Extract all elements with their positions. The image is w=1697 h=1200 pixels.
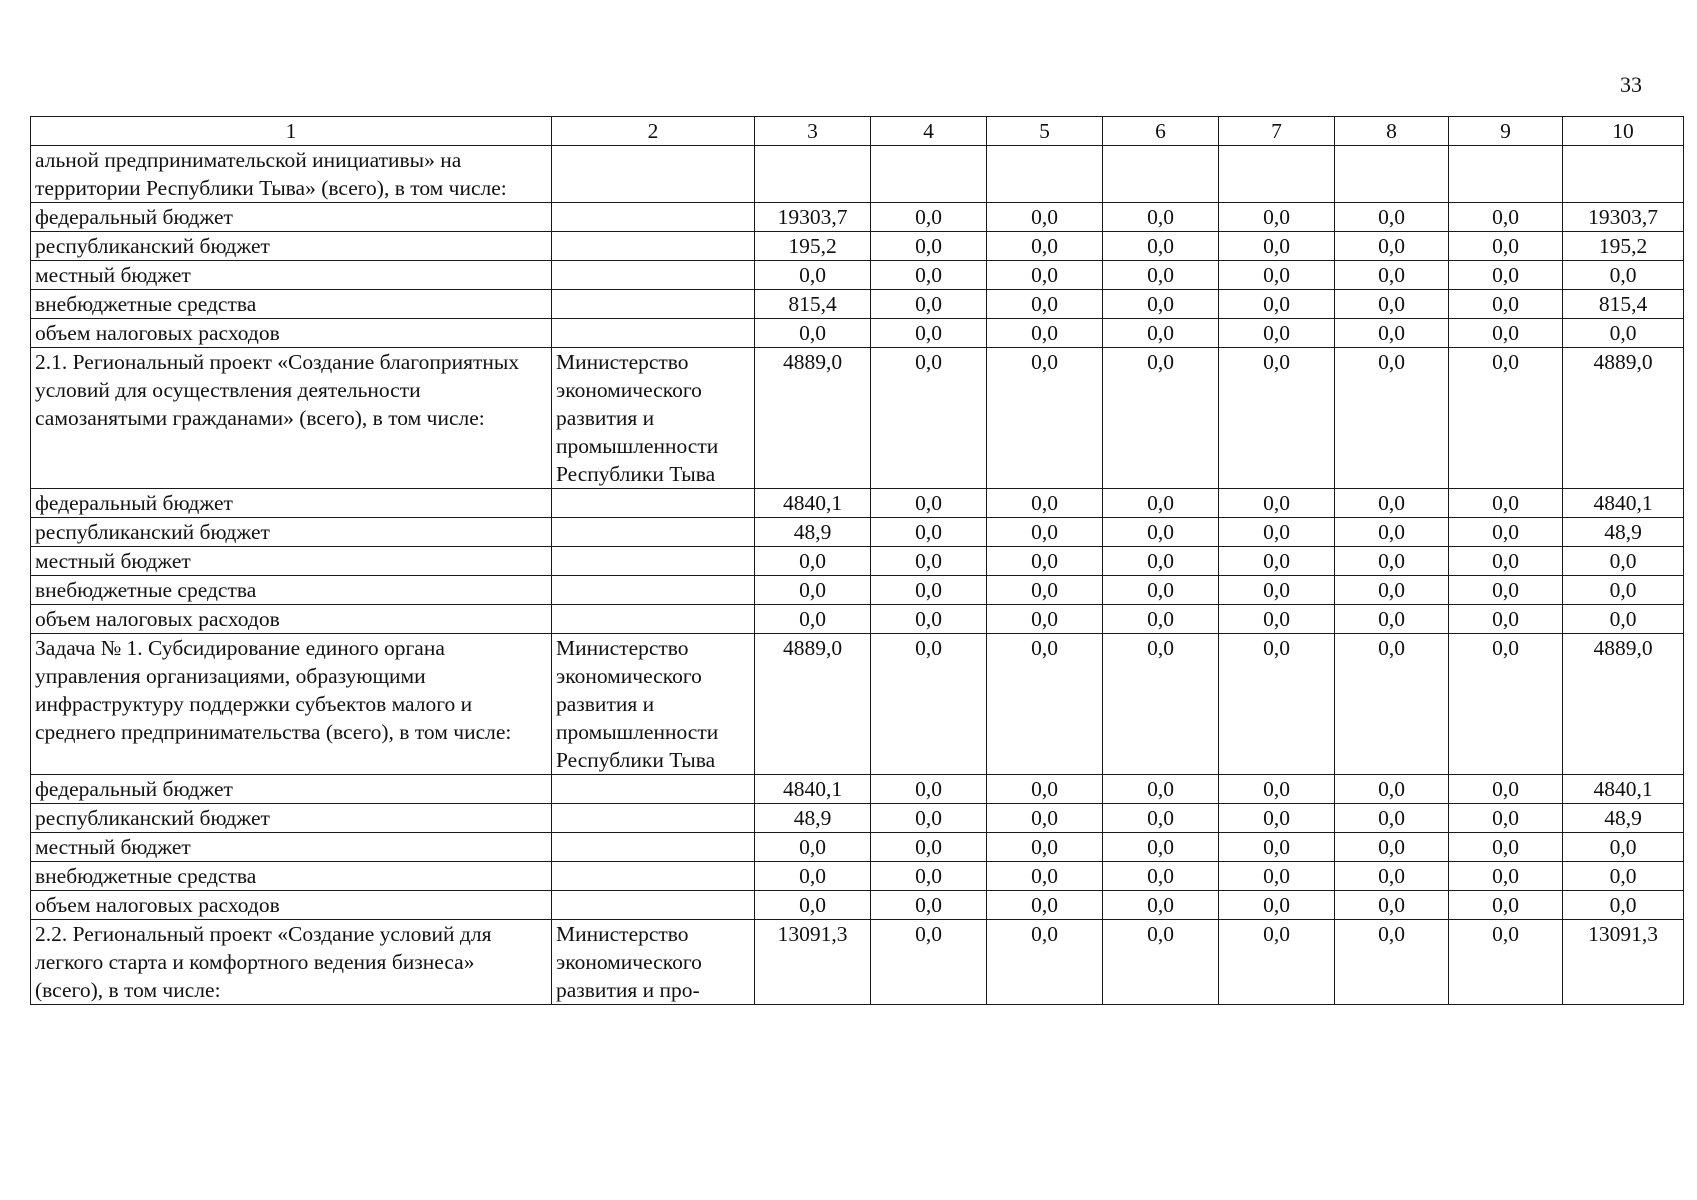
row-executor: Министерство экономического развития и про- (552, 920, 755, 1005)
value-cell: 0,0 (1449, 634, 1563, 775)
value-cell: 0,0 (1449, 775, 1563, 804)
table-row (31, 232, 1684, 261)
row-executor (552, 833, 755, 862)
value-cell: 0,0 (987, 775, 1103, 804)
column-header: 9 (1449, 117, 1563, 146)
column-header: 7 (1219, 117, 1335, 146)
row-label: местный бюджет (31, 547, 552, 576)
row-label: федеральный бюджет (31, 489, 552, 518)
table-row (31, 920, 1684, 1005)
row-label: альной предпринимательской инициативы» на территории Республики Тыва» (всего), в том числе: (31, 146, 552, 203)
row-executor (552, 489, 755, 518)
value-cell: 0,0 (1219, 290, 1335, 319)
value-cell: 0,0 (1449, 518, 1563, 547)
table-row (31, 804, 1684, 833)
column-header: 3 (755, 117, 871, 146)
value-cell: 0,0 (1335, 775, 1449, 804)
table-row (31, 833, 1684, 862)
value-cell: 0,0 (1103, 261, 1219, 290)
column-header: 6 (1103, 117, 1219, 146)
page-number: 33 (1620, 72, 1642, 97)
value-cell: 0,0 (1563, 319, 1684, 348)
value-cell: 0,0 (1449, 489, 1563, 518)
row-label: объем налоговых расходов (31, 319, 552, 348)
value-cell: 0,0 (1219, 833, 1335, 862)
value-cell: 0,0 (1449, 605, 1563, 634)
value-cell: 0,0 (871, 232, 987, 261)
value-cell: 48,9 (755, 518, 871, 547)
value-cell: 0,0 (1335, 232, 1449, 261)
value-cell: 0,0 (1103, 862, 1219, 891)
value-cell: 195,2 (1563, 232, 1684, 261)
value-cell: 0,0 (755, 891, 871, 920)
table-row (31, 203, 1684, 232)
value-cell: 0,0 (1219, 489, 1335, 518)
value-cell: 0,0 (987, 319, 1103, 348)
value-cell: 0,0 (1335, 547, 1449, 576)
value-cell: 0,0 (1103, 833, 1219, 862)
row-executor (552, 146, 755, 203)
row-label: 2.2. Региональный проект «Создание условий для легкого старта и комфортного ведения бизнеса» (всего), в том числе: (31, 920, 552, 1005)
value-cell: 0,0 (1219, 261, 1335, 290)
row-executor (552, 576, 755, 605)
value-cell: 0,0 (987, 576, 1103, 605)
value-cell: 0,0 (1219, 920, 1335, 1005)
value-cell: 0,0 (1449, 547, 1563, 576)
column-header: 1 (31, 117, 552, 146)
value-cell: 0,0 (1103, 290, 1219, 319)
value-cell: 0,0 (871, 489, 987, 518)
value-cell: 0,0 (987, 547, 1103, 576)
value-cell: 0,0 (1103, 891, 1219, 920)
value-cell: 4840,1 (1563, 489, 1684, 518)
value-cell: 48,9 (755, 804, 871, 833)
value-cell: 0,0 (871, 920, 987, 1005)
row-label: внебюджетные средства (31, 290, 552, 319)
value-cell: 0,0 (1103, 920, 1219, 1005)
row-executor: Министерство экономического развития и промышленности Республики Тыва (552, 348, 755, 489)
table-row (31, 576, 1684, 605)
value-cell: 19303,7 (755, 203, 871, 232)
row-label: внебюджетные средства (31, 862, 552, 891)
value-cell: 0,0 (871, 804, 987, 833)
value-cell: 0,0 (987, 920, 1103, 1005)
value-cell: 0,0 (987, 203, 1103, 232)
row-executor (552, 203, 755, 232)
row-executor (552, 547, 755, 576)
value-cell: 0,0 (1103, 804, 1219, 833)
value-cell: 0,0 (1335, 891, 1449, 920)
value-cell: 0,0 (1103, 348, 1219, 489)
table-row (31, 862, 1684, 891)
table-row (31, 319, 1684, 348)
row-label: республиканский бюджет (31, 518, 552, 547)
column-number-row (31, 117, 1684, 146)
column-header: 5 (987, 117, 1103, 146)
value-cell: 0,0 (987, 290, 1103, 319)
value-cell: 0,0 (1563, 605, 1684, 634)
value-cell: 0,0 (1449, 833, 1563, 862)
table-row (31, 348, 1684, 489)
value-cell: 0,0 (1335, 348, 1449, 489)
table-row (31, 146, 1684, 203)
value-cell (987, 146, 1103, 203)
value-cell: 0,0 (1563, 833, 1684, 862)
value-cell: 0,0 (1219, 518, 1335, 547)
value-cell: 0,0 (1335, 290, 1449, 319)
row-executor (552, 775, 755, 804)
table-row (31, 489, 1684, 518)
row-label: объем налоговых расходов (31, 605, 552, 634)
value-cell: 0,0 (1103, 775, 1219, 804)
value-cell: 0,0 (871, 319, 987, 348)
value-cell: 0,0 (1103, 605, 1219, 634)
value-cell: 0,0 (1563, 547, 1684, 576)
value-cell: 0,0 (1449, 203, 1563, 232)
row-label: федеральный бюджет (31, 203, 552, 232)
value-cell: 0,0 (1335, 203, 1449, 232)
row-label: федеральный бюджет (31, 775, 552, 804)
column-header: 10 (1563, 117, 1684, 146)
value-cell: 0,0 (1335, 576, 1449, 605)
value-cell: 0,0 (1563, 862, 1684, 891)
value-cell: 0,0 (987, 804, 1103, 833)
column-header: 8 (1335, 117, 1449, 146)
value-cell: 0,0 (1219, 547, 1335, 576)
value-cell: 0,0 (1103, 489, 1219, 518)
value-cell: 0,0 (987, 518, 1103, 547)
table-row (31, 634, 1684, 775)
value-cell: 0,0 (1103, 518, 1219, 547)
value-cell: 0,0 (987, 634, 1103, 775)
value-cell: 0,0 (1563, 576, 1684, 605)
value-cell: 0,0 (1219, 891, 1335, 920)
value-cell: 0,0 (1103, 547, 1219, 576)
table-row (31, 547, 1684, 576)
value-cell: 0,0 (1449, 804, 1563, 833)
value-cell: 0,0 (1449, 232, 1563, 261)
value-cell: 0,0 (1449, 920, 1563, 1005)
row-executor (552, 891, 755, 920)
value-cell: 0,0 (1103, 319, 1219, 348)
value-cell: 0,0 (871, 261, 987, 290)
value-cell: 0,0 (1563, 891, 1684, 920)
value-cell: 0,0 (755, 319, 871, 348)
value-cell: 4889,0 (1563, 348, 1684, 489)
value-cell: 815,4 (1563, 290, 1684, 319)
value-cell: 0,0 (871, 833, 987, 862)
value-cell: 0,0 (755, 862, 871, 891)
value-cell: 4840,1 (755, 489, 871, 518)
value-cell: 0,0 (1219, 348, 1335, 489)
value-cell: 0,0 (1335, 634, 1449, 775)
value-cell: 0,0 (1103, 232, 1219, 261)
budget-table (30, 116, 1684, 1005)
value-cell: 0,0 (1219, 634, 1335, 775)
value-cell: 0,0 (1219, 203, 1335, 232)
value-cell: 0,0 (987, 891, 1103, 920)
value-cell: 0,0 (1335, 319, 1449, 348)
value-cell: 0,0 (987, 833, 1103, 862)
value-cell: 0,0 (1449, 862, 1563, 891)
value-cell: 0,0 (1449, 319, 1563, 348)
value-cell: 0,0 (871, 290, 987, 319)
value-cell: 0,0 (871, 862, 987, 891)
row-label: объем налоговых расходов (31, 891, 552, 920)
value-cell: 0,0 (1335, 489, 1449, 518)
value-cell: 0,0 (987, 489, 1103, 518)
value-cell (1335, 146, 1449, 203)
table-row (31, 261, 1684, 290)
value-cell: 0,0 (1335, 261, 1449, 290)
value-cell: 4889,0 (755, 634, 871, 775)
value-cell: 0,0 (1335, 833, 1449, 862)
value-cell: 0,0 (871, 576, 987, 605)
value-cell: 0,0 (1219, 576, 1335, 605)
value-cell: 0,0 (1103, 203, 1219, 232)
row-executor (552, 804, 755, 833)
value-cell: 0,0 (871, 775, 987, 804)
value-cell: 195,2 (755, 232, 871, 261)
value-cell: 0,0 (987, 605, 1103, 634)
row-label: Задача № 1. Субсидирование единого органа управления организациями, образующими инфраструктуру поддержки субъектов малого и среднего предпринимательства (всего), в том числе: (31, 634, 552, 775)
value-cell: 13091,3 (755, 920, 871, 1005)
value-cell: 0,0 (871, 518, 987, 547)
row-executor: Министерство экономического развития и промышленности Республики Тыва (552, 634, 755, 775)
value-cell: 4840,1 (1563, 775, 1684, 804)
column-header: 2 (552, 117, 755, 146)
row-label: внебюджетные средства (31, 576, 552, 605)
table-row (31, 775, 1684, 804)
value-cell: 0,0 (1103, 634, 1219, 775)
value-cell (1103, 146, 1219, 203)
value-cell: 0,0 (1449, 576, 1563, 605)
value-cell: 0,0 (987, 261, 1103, 290)
row-executor (552, 518, 755, 547)
value-cell: 0,0 (1219, 804, 1335, 833)
value-cell: 0,0 (1219, 862, 1335, 891)
column-header: 4 (871, 117, 987, 146)
value-cell: 0,0 (1449, 290, 1563, 319)
row-label: республиканский бюджет (31, 804, 552, 833)
value-cell: 4889,0 (755, 348, 871, 489)
value-cell: 0,0 (1449, 348, 1563, 489)
value-cell: 4840,1 (755, 775, 871, 804)
value-cell: 0,0 (1563, 261, 1684, 290)
value-cell: 0,0 (871, 891, 987, 920)
value-cell: 13091,3 (1563, 920, 1684, 1005)
value-cell (1449, 146, 1563, 203)
table-row (31, 605, 1684, 634)
row-executor (552, 605, 755, 634)
value-cell: 0,0 (1335, 920, 1449, 1005)
value-cell: 0,0 (987, 862, 1103, 891)
value-cell: 0,0 (1103, 576, 1219, 605)
row-executor (552, 261, 755, 290)
value-cell: 0,0 (871, 634, 987, 775)
value-cell: 0,0 (1335, 605, 1449, 634)
value-cell: 0,0 (987, 348, 1103, 489)
value-cell: 0,0 (1335, 518, 1449, 547)
value-cell: 4889,0 (1563, 634, 1684, 775)
row-executor (552, 290, 755, 319)
value-cell: 0,0 (871, 203, 987, 232)
row-label: местный бюджет (31, 833, 552, 862)
table-row (31, 518, 1684, 547)
value-cell: 0,0 (1335, 862, 1449, 891)
value-cell: 0,0 (1219, 775, 1335, 804)
value-cell: 0,0 (1219, 232, 1335, 261)
value-cell (871, 146, 987, 203)
table-row (31, 290, 1684, 319)
value-cell: 0,0 (755, 833, 871, 862)
value-cell: 0,0 (1335, 804, 1449, 833)
value-cell: 19303,7 (1563, 203, 1684, 232)
row-label: местный бюджет (31, 261, 552, 290)
value-cell: 0,0 (755, 547, 871, 576)
value-cell: 0,0 (1219, 319, 1335, 348)
value-cell: 0,0 (755, 261, 871, 290)
value-cell: 0,0 (871, 348, 987, 489)
row-executor (552, 232, 755, 261)
value-cell: 0,0 (1449, 891, 1563, 920)
value-cell: 48,9 (1563, 518, 1684, 547)
value-cell: 0,0 (1219, 605, 1335, 634)
value-cell: 0,0 (755, 576, 871, 605)
value-cell: 0,0 (871, 605, 987, 634)
table-row (31, 891, 1684, 920)
row-executor (552, 319, 755, 348)
row-label: республиканский бюджет (31, 232, 552, 261)
value-cell: 815,4 (755, 290, 871, 319)
row-label: 2.1. Региональный проект «Создание благоприятных условий для осуществления деятельности самозанятыми гражданами» (всего), в том числе: (31, 348, 552, 489)
value-cell: 0,0 (871, 547, 987, 576)
row-executor (552, 862, 755, 891)
value-cell: 0,0 (755, 605, 871, 634)
value-cell: 0,0 (1449, 261, 1563, 290)
value-cell (1563, 146, 1684, 203)
value-cell (755, 146, 871, 203)
value-cell: 48,9 (1563, 804, 1684, 833)
value-cell (1219, 146, 1335, 203)
value-cell: 0,0 (987, 232, 1103, 261)
